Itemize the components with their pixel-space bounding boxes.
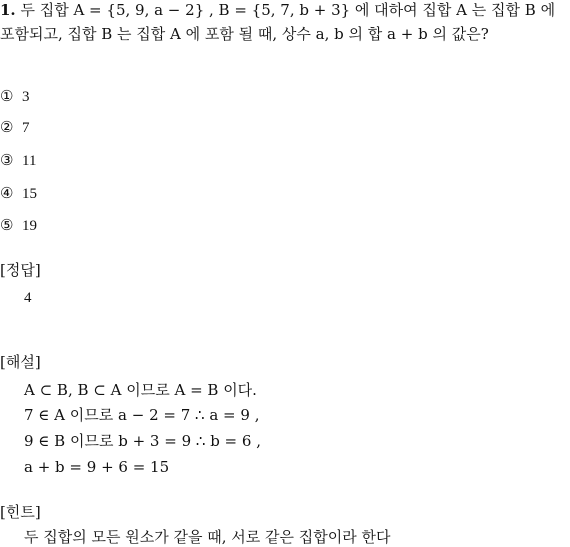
question-text-1: 두 집합 A = {5, 9, a − 2} , B = {5, 7, b + 3} 에 대하여 집합 A 는 집합 B 에 — [20, 1, 556, 19]
answer-value: 4 — [24, 290, 32, 306]
choice-mark: ③ — [0, 151, 14, 169]
choice-3[interactable] — [0, 150, 36, 171]
hint-text: 두 집합의 모든 원소가 같을 때, 서로 같은 집합이라 한다 — [24, 528, 391, 546]
answer-header: [정답] — [0, 261, 41, 279]
choice-value: 7 — [22, 120, 30, 136]
choice-mark: ② — [0, 118, 14, 136]
choice-value: 15 — [22, 186, 37, 202]
choice-value: 11 — [22, 153, 37, 169]
hint-header: [힌트] — [0, 503, 41, 521]
choice-4[interactable] — [0, 183, 37, 204]
choice-value: 3 — [22, 89, 30, 105]
choice-mark: ④ — [0, 184, 14, 202]
choice-2[interactable] — [0, 117, 30, 138]
choice-5[interactable] — [0, 215, 37, 236]
explanation-line-4: a + b = 9 + 6 = 15 — [24, 458, 170, 476]
question-line-2: 포함되고, 집합 B 는 집합 A 에 포함 될 때, 상수 a, b 의 합 a + b 의 값은? — [0, 25, 489, 43]
choice-value: 19 — [22, 218, 37, 234]
explanation-line-1: A ⊂ B, B ⊂ A 이므로 A = B 이다. — [24, 381, 257, 399]
explanation-line-2: 7 ∈ A 이므로 a − 2 = 7 ∴ a = 9 , — [24, 406, 260, 424]
choice-mark: ① — [0, 87, 14, 105]
question-number: 1. — [0, 1, 16, 19]
choice-mark: ⑤ — [0, 216, 14, 234]
explanation-line-3: 9 ∈ B 이므로 b + 3 = 9 ∴ b = 6 , — [24, 432, 261, 450]
explanation-header: [해설] — [0, 353, 41, 371]
choice-1[interactable] — [0, 86, 30, 107]
question-line-1 — [0, 0, 555, 20]
